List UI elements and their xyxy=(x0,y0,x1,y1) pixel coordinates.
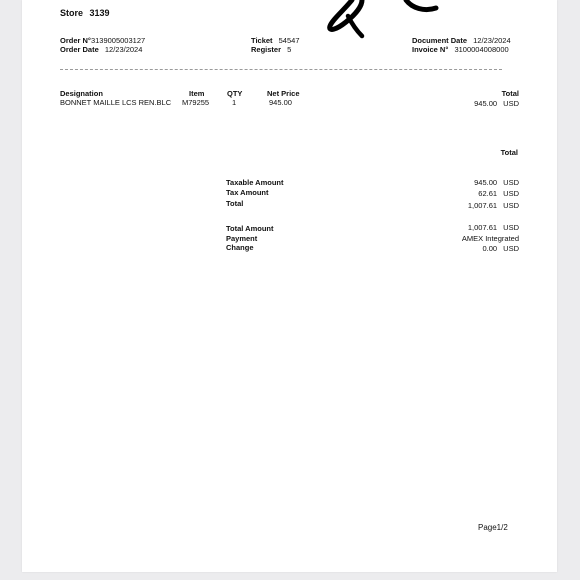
store-value: 3139 xyxy=(89,8,110,18)
payment-label: Payment xyxy=(226,234,258,243)
register-label: Register xyxy=(251,45,282,54)
row-item: M79255 xyxy=(182,98,210,107)
change-currency: USD xyxy=(503,244,519,253)
order-date-line xyxy=(60,45,142,54)
order-date-value: 12/23/2024 xyxy=(104,45,143,54)
ticket-label: Ticket xyxy=(251,36,273,45)
row-net-price: 945.00 xyxy=(269,98,292,107)
page-number: Page1/2 xyxy=(478,523,508,532)
order-number-label: Order N° xyxy=(60,36,91,45)
document-date-line xyxy=(412,36,511,45)
taxable-currency: USD xyxy=(503,178,519,187)
store-label: Store xyxy=(60,8,84,18)
col-header-item: Item xyxy=(189,89,205,98)
total-amount-line xyxy=(422,223,519,232)
register-value: 5 xyxy=(287,45,292,54)
col-header-total: Total xyxy=(501,89,519,98)
row-qty: 1 xyxy=(232,98,237,107)
row-total-currency: USD xyxy=(503,99,519,108)
total-amount xyxy=(422,201,519,210)
store-line xyxy=(60,8,110,18)
invoice-number-line xyxy=(412,45,509,54)
tax-label: Tax Amount xyxy=(226,188,269,197)
ticket-line xyxy=(251,36,300,45)
document-date-label: Document Date xyxy=(412,36,468,45)
receipt-page xyxy=(22,0,557,572)
taxable-label: Taxable Amount xyxy=(226,178,284,187)
tax-value: 62.61 xyxy=(478,189,498,198)
row-designation: BONNET MAILLE LCS REN.BLC xyxy=(60,98,172,107)
total-value: 1,007.61 xyxy=(467,201,498,210)
taxable-amount xyxy=(422,178,519,187)
row-total xyxy=(442,99,519,108)
change-amount xyxy=(422,244,519,253)
col-header-designation: Designation xyxy=(60,89,103,98)
total-amount-label: Total Amount xyxy=(226,224,274,233)
ticket-value: 54547 xyxy=(278,36,300,45)
change-value: 0.00 xyxy=(482,244,498,253)
col-header-net-price: Net Price xyxy=(267,89,300,98)
change-label: Change xyxy=(226,243,254,252)
dashed-divider xyxy=(60,69,502,70)
payment-value: AMEX Integrated xyxy=(461,234,519,243)
tax-currency: USD xyxy=(503,189,519,198)
order-number-value: 3139005003127 xyxy=(90,36,146,45)
total-amount-currency: USD xyxy=(503,223,519,232)
total-label: Total xyxy=(226,199,244,208)
total-currency: USD xyxy=(503,201,519,210)
summary-total-header: Total xyxy=(500,148,518,157)
taxable-value: 945.00 xyxy=(474,178,498,187)
register-line xyxy=(251,45,291,54)
invoice-number-value: 3100004008000 xyxy=(454,45,509,54)
invoice-number-label: Invoice N° xyxy=(412,45,449,54)
order-number-line xyxy=(60,36,145,45)
document-date-value: 12/23/2024 xyxy=(473,36,511,45)
total-amount-value: 1,007.61 xyxy=(467,223,498,232)
tax-amount xyxy=(422,189,519,198)
order-date-label: Order Date xyxy=(60,45,99,54)
row-total-value: 945.00 xyxy=(474,99,498,108)
col-header-qty: QTY xyxy=(227,89,243,98)
